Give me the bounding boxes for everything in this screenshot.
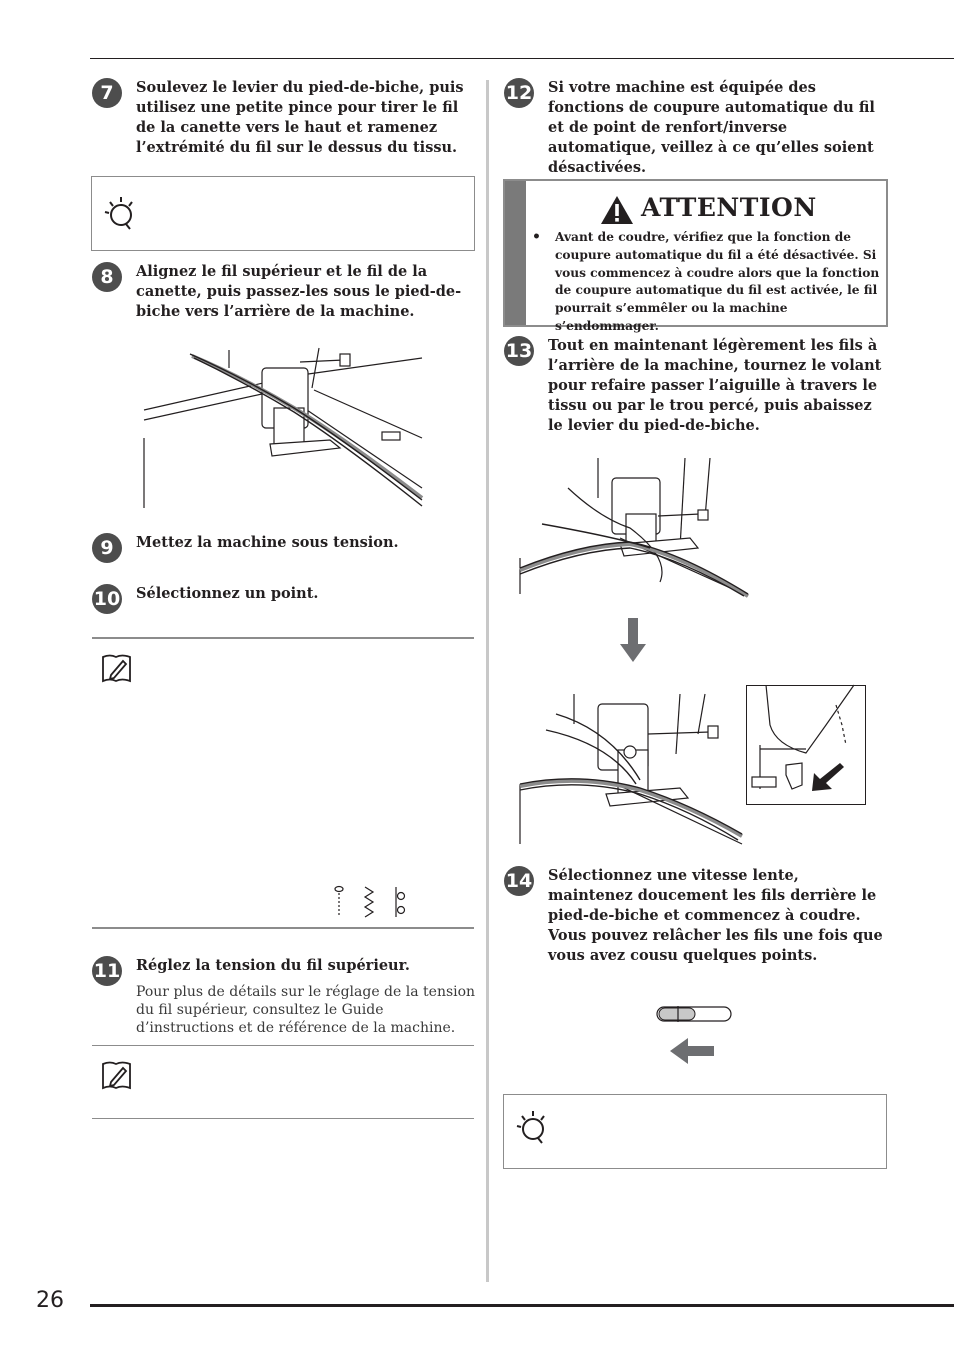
column-divider bbox=[486, 80, 489, 1282]
presser-foot-lowered-illustration bbox=[520, 694, 742, 844]
buttonhole-stitch-icon bbox=[392, 885, 408, 919]
memo-pencil-icon bbox=[100, 653, 134, 683]
step-12-text: Si votre machine est équipée des fonctions de coupure automatique du fil et de point de renfort/inverse automatique, veillez à ce qu’elles soient désactivées. bbox=[548, 79, 875, 176]
presser-foot-lever-inset bbox=[746, 685, 866, 805]
attention-title: ATTENTION bbox=[641, 193, 817, 222]
memo-pencil-icon bbox=[100, 1060, 134, 1090]
straight-stitch-icon bbox=[332, 885, 346, 919]
note-box-2 bbox=[503, 1094, 887, 1169]
step-11-number: 11 bbox=[92, 956, 122, 986]
step-14-number: 14 bbox=[504, 866, 534, 896]
note-box-1 bbox=[91, 176, 475, 251]
memo-box-1 bbox=[92, 637, 474, 929]
bottom-rule bbox=[90, 1304, 954, 1307]
arrow-left-icon bbox=[670, 1038, 714, 1064]
note-lightbulb-icon bbox=[514, 1107, 548, 1145]
presser-foot-illustration bbox=[144, 348, 422, 508]
step-12-number: 12 bbox=[504, 78, 534, 108]
step-8-number: 8 bbox=[92, 262, 122, 292]
page-number: 26 bbox=[36, 1288, 64, 1313]
note-lightbulb-icon bbox=[102, 193, 136, 231]
arrow-down-icon bbox=[620, 618, 646, 662]
attention-bullet: • bbox=[532, 229, 541, 245]
step-10-number: 10 bbox=[92, 584, 122, 614]
step-9-number: 9 bbox=[92, 533, 122, 563]
needle-fabric-illustration bbox=[520, 458, 748, 596]
top-rule bbox=[90, 58, 954, 59]
step-11-detail: Pour plus de détails sur le réglage de la tension du fil supérieur, consultez le Guide d’instructions et de référence de la machine. bbox=[136, 984, 476, 1036]
step-9-text: Mettez la machine sous tension. bbox=[136, 534, 399, 551]
memo-box-2 bbox=[92, 1045, 474, 1119]
step-10-text: Sélectionnez un point. bbox=[136, 585, 319, 602]
speed-slider-icon bbox=[656, 1004, 734, 1024]
attention-text: Avant de coudre, vérifiez que la fonction de coupure automatique du fil a été désactivée. Si vous commencez à coudre alors que la fonction de coupure automatique du fil est activée, le fil pourrait s’emmêler ou la machine s’endommager. bbox=[555, 230, 880, 333]
attention-side-band bbox=[505, 181, 526, 325]
step-7-text: Soulevez le levier du pied-de-biche, puis utilisez une petite pince pour tirer le fil de la canette vers le haut et ramenez l’extrémité du fil sur le dessus du tissu. bbox=[136, 79, 464, 156]
step-14-text: Sélectionnez une vitesse lente, maintenez doucement les fils derrière le pied-de-biche et commencez à coudre. Vous pouvez relâcher les fils une fois que vous avez cousu quelques points. bbox=[548, 867, 883, 964]
zigzag-stitch-icon bbox=[362, 885, 376, 919]
step-13-number: 13 bbox=[504, 336, 534, 366]
step-13-text: Tout en maintenant légèrement les fils à l’arrière de la machine, tournez le volant pour refaire passer l’aiguille à travers le tissu ou par le trou percé, puis abaissez le levier du pied-de-biche. bbox=[548, 337, 882, 434]
step-8-text: Alignez le fil supérieur et le fil de la canette, puis passez-les sous le pied-de-biche vers l’arrière de la machine. bbox=[136, 263, 462, 320]
attention-box bbox=[503, 179, 888, 333]
step-7-number: 7 bbox=[92, 78, 122, 108]
warning-triangle-icon bbox=[600, 195, 634, 225]
step-11-text: Réglez la tension du fil supérieur. bbox=[136, 957, 410, 974]
